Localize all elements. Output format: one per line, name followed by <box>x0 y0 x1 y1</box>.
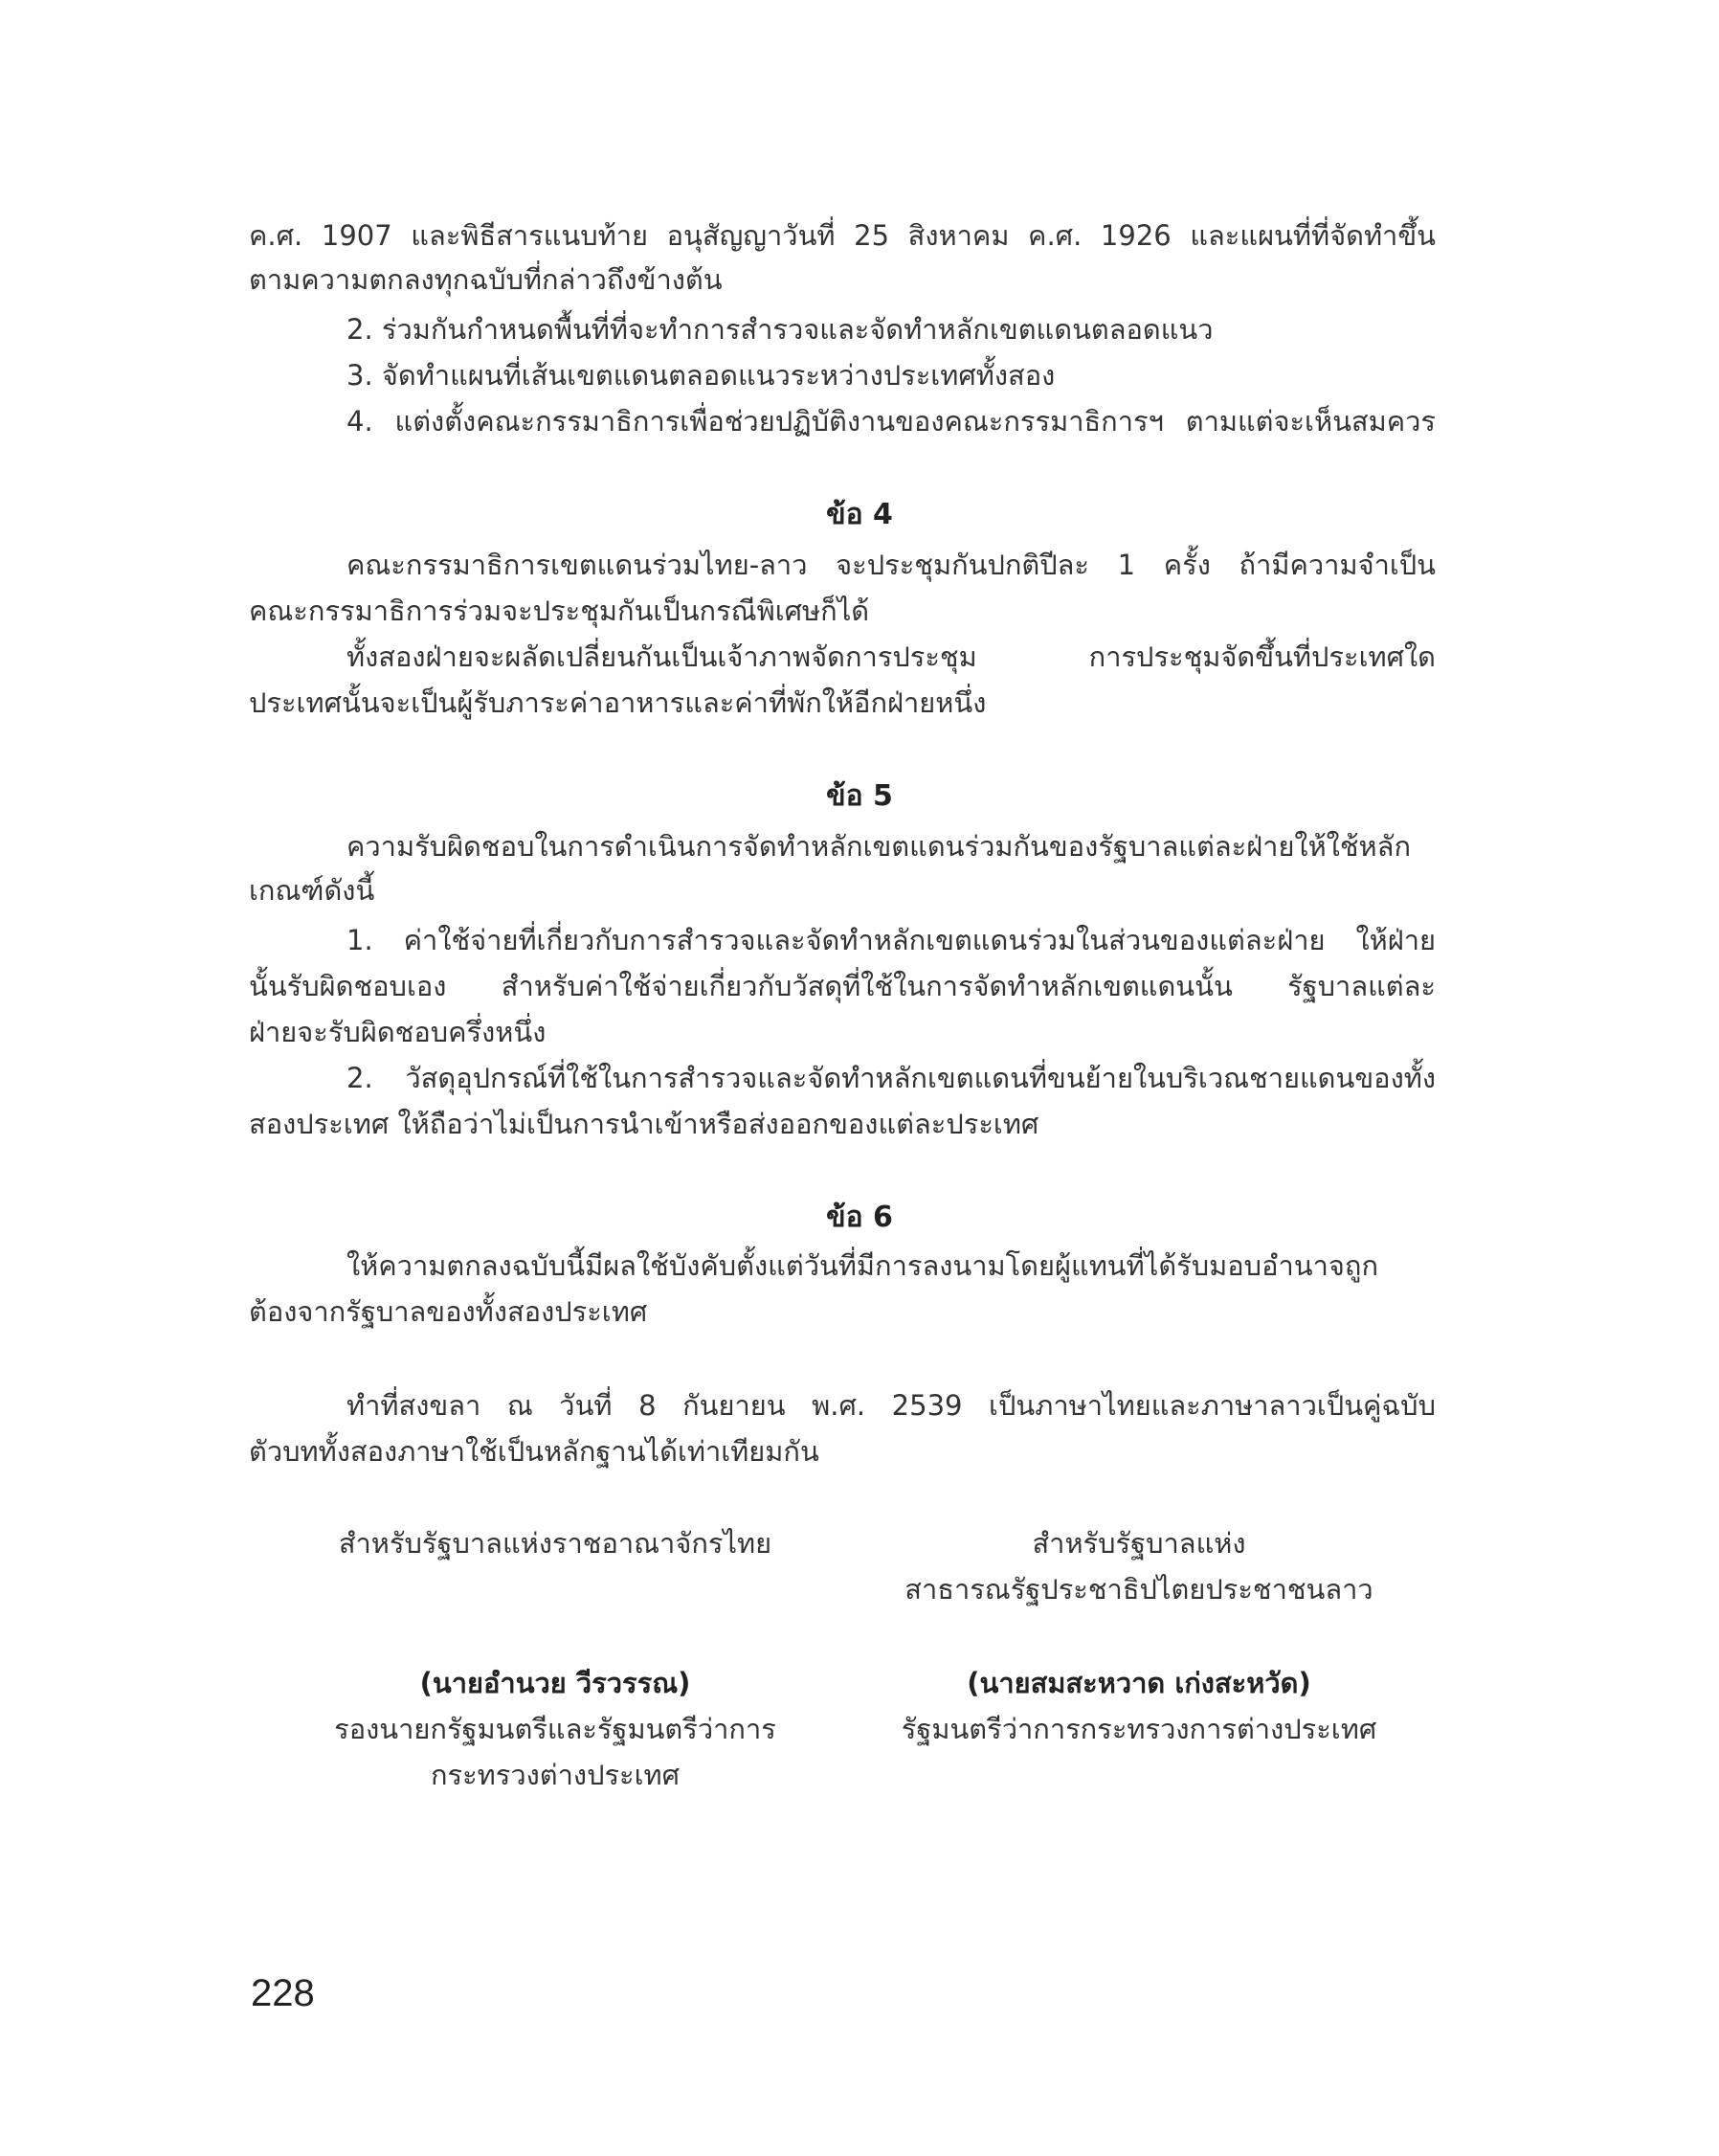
paragraph-line: ความรับผิดชอบในการดำเนินการจัดทำหลักเขตแดนร่วมกันของรัฐบาลแต่ละฝ่ายให้ใช้หลัก <box>346 830 1411 863</box>
list-item: 4. แต่งตั้งคณะกรรมาธิการเพื่อช่วยปฏิบัติงานของคณะกรรมาธิการฯ ตามแต่จะเห็นสมควร <box>346 405 1436 438</box>
list-item: 2. ร่วมกันกำหนดพื้นที่ที่จะทำการสำรวจและจัดทำหลักเขตแดนตลอดแนว <box>346 313 1214 346</box>
paragraph-line: คณะกรรมาธิการร่วมจะประชุมกันเป็นกรณีพิเศษก็ได้ <box>249 595 870 627</box>
article-heading: ข้อ 5 <box>826 779 893 813</box>
paragraph-line: นั้นรับผิดชอบเอง สำหรับค่าใช้จ่ายเกี่ยวกับวัสดุที่ใช้ในการจัดทำหลักเขตแดนนั้น รัฐบาลแต่ละ <box>249 970 1436 1002</box>
signatory-left-title: กระทรวงต่างประเทศ <box>430 1759 681 1791</box>
paragraph-line: ต้องจากรัฐบาลของทั้งสองประเทศ <box>249 1295 648 1328</box>
article-heading: ข้อ 4 <box>826 498 893 531</box>
paragraph-line: ค.ศ. 1907 และพิธีสารแนบท้าย อนุสัญญาวันที่ 25 สิงหาคม ค.ศ. 1926 และแผนที่ที่จัดทำขึ้น <box>249 219 1436 252</box>
signatory-left-for: สำหรับรัฐบาลแห่งราชอาณาจักรไทย <box>338 1527 772 1560</box>
paragraph-line: ทั้งสองฝ่ายจะผลัดเปลี่ยนกันเป็นเจ้าภาพจัดการประชุม การประชุมจัดขึ้นที่ประเทศใด <box>346 640 1436 673</box>
list-item: 1. ค่าใช้จ่ายที่เกี่ยวกับการสำรวจและจัดทำหลักเขตแดนร่วมในส่วนของแต่ละฝ่าย ให้ฝ่าย <box>346 924 1436 956</box>
page-number: 228 <box>251 1972 315 2014</box>
signatory-right-for: สำหรับรัฐบาลแห่ง <box>1032 1527 1246 1560</box>
signatory-right-title: รัฐมนตรีว่าการกระทรวงการต่างประเทศ <box>901 1713 1377 1745</box>
paragraph-line: คณะกรรมาธิการเขตแดนร่วมไทย-ลาว จะประชุมกันปกติปีละ 1 ครั้ง ถ้ามีความจำเป็น <box>346 549 1436 581</box>
article-heading: ข้อ 6 <box>826 1201 893 1234</box>
paragraph-line: เกณฑ์ดังนี้ <box>249 874 375 907</box>
signatory-right-for: สาธารณรัฐประชาธิปไตยประชาชนลาว <box>904 1573 1373 1606</box>
paragraph-line: ตัวบททั้งสองภาษาใช้เป็นหลักฐานได้เท่าเทียมกัน <box>249 1435 819 1468</box>
signatory-left-name: (นายอำนวย วีรวรรณ) <box>419 1667 691 1699</box>
paragraph-line: ให้ความตกลงฉบับนี้มีผลใช้บังคับตั้งแต่วันที่มีการลงนามโดยผู้แทนที่ได้รับมอบอำนาจถูก <box>346 1249 1379 1282</box>
list-item: 3. จัดทำแผนที่เส้นเขตแดนตลอดแนวระหว่างประเทศทั้งสอง <box>346 359 1056 392</box>
signatory-left-title: รองนายกรัฐมนตรีและรัฐมนตรีว่าการ <box>334 1713 776 1745</box>
paragraph-line: ตามความตกลงทุกฉบับที่กล่าวถึงข้างต้น <box>249 263 723 296</box>
signatory-right-name: (นายสมสะหวาด เก่งสะหวัด) <box>967 1667 1311 1699</box>
paragraph-line: ประเทศนั้นจะเป็นผู้รับภาระค่าอาหารและค่าที่พักให้อีกฝ่ายหนึ่ง <box>249 686 987 719</box>
list-item: 2. วัสดุอุปกรณ์ที่ใช้ในการสำรวจและจัดทำหลักเขตแดนที่ขนย้ายในบริเวณชายแดนของทั้ง <box>346 1062 1436 1094</box>
paragraph-line: สองประเทศ ให้ถือว่าไม่เป็นการนำเข้าหรือส่งออกของแต่ละประเทศ <box>249 1108 1039 1140</box>
paragraph-line: ทำที่สงขลา ณ วันที่ 8 กันยายน พ.ศ. 2539 เป็นภาษาไทยและภาษาลาวเป็นคู่ฉบับ <box>346 1389 1436 1422</box>
paragraph-line: ฝ่ายจะรับผิดชอบครึ่งหนึ่ง <box>249 1016 547 1048</box>
